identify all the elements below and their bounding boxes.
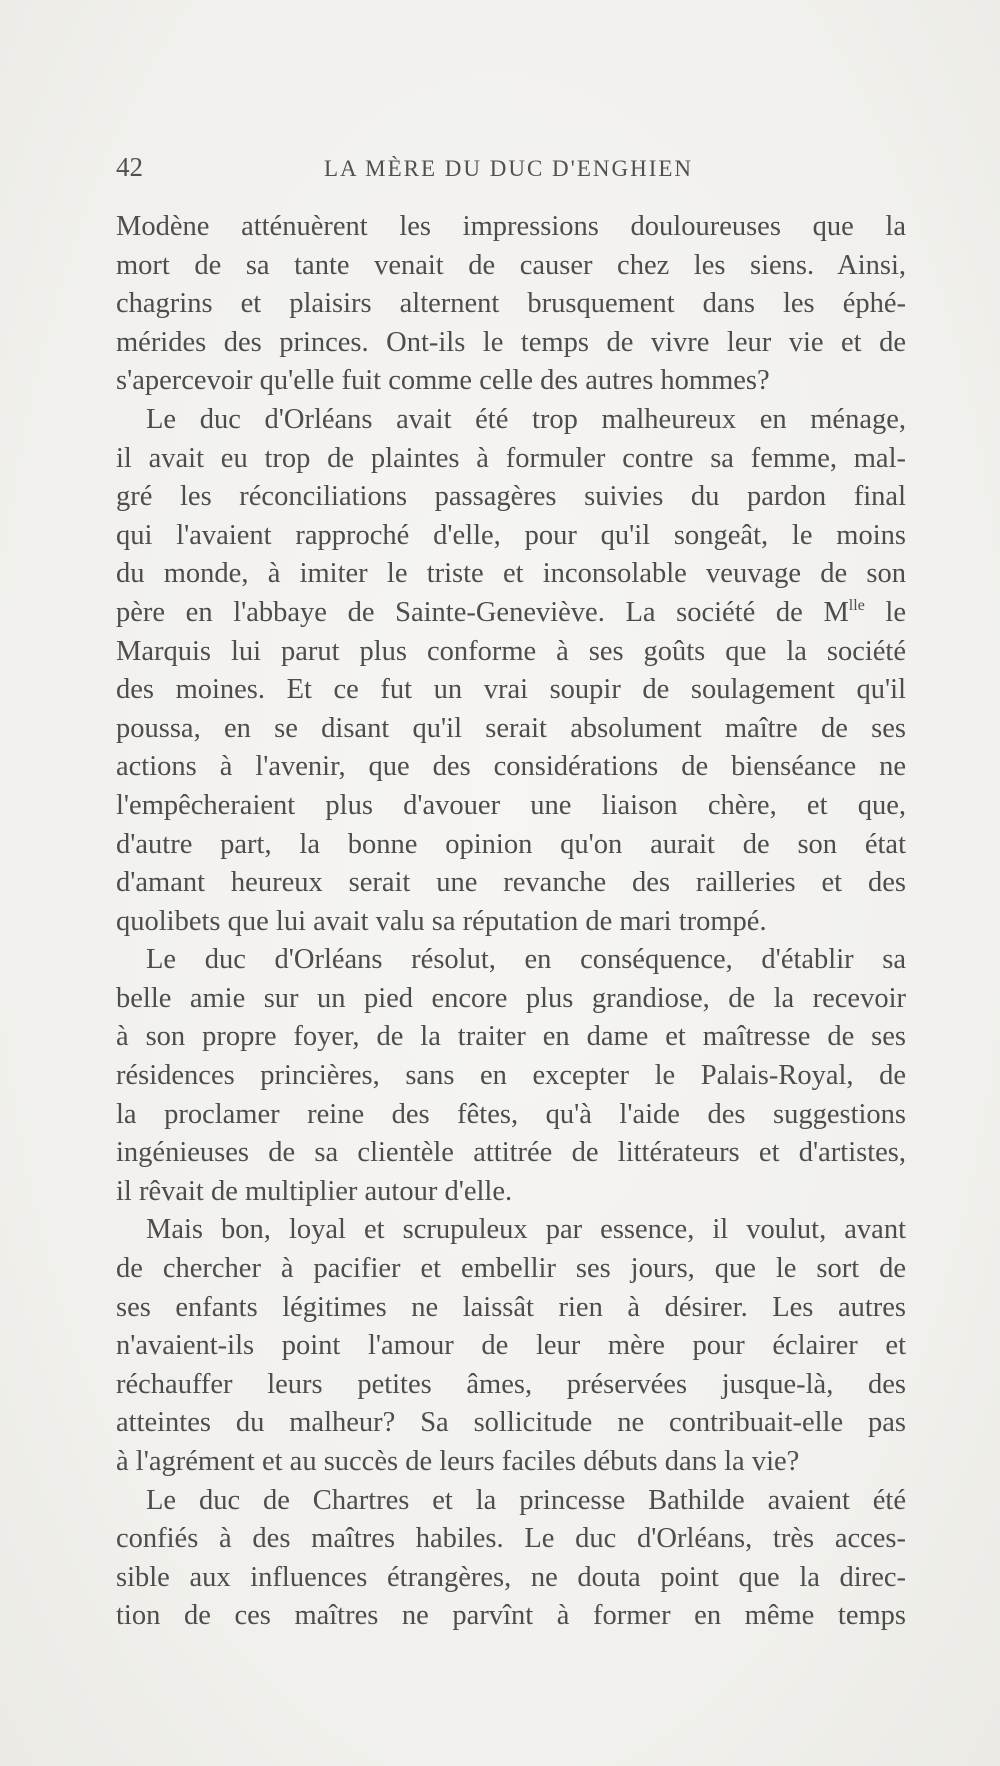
text-line: actions à l'avenir, que des considérations de bienséance ne <box>116 751 906 783</box>
text-line: belle amie sur un pied encore plus grandiose, de la recevoir <box>116 982 906 1014</box>
running-head <box>116 152 906 192</box>
text-line: de chercher à pacifier et embellir ses jours, que le sort de <box>116 1253 906 1285</box>
text-line: Marquis lui parut plus conforme à ses goûts que la société <box>116 635 906 667</box>
text-line: n'avaient-ils point l'amour de leur mère pour éclairer et <box>116 1330 906 1362</box>
text-line: des moines. Et ce fut un vrai soupir de soulagement qu'il <box>116 674 906 706</box>
text-line: d'amant heureux serait une revanche des railleries et des <box>116 867 906 899</box>
text-line: sible aux influences étrangères, ne douta point que la direc- <box>116 1561 906 1593</box>
text-line: ingénieuses de sa clientèle attitrée de littérateurs et d'artistes, <box>116 1137 906 1169</box>
text-line: Mais bon, loyal et scrupuleux par essence, il voulut, avant <box>146 1214 906 1246</box>
text-line-with-superscript <box>116 594 906 633</box>
text-line: ses enfants légitimes ne laissât rien à désirer. Les autres <box>116 1291 906 1323</box>
superscript-abbreviation: lle <box>848 596 865 614</box>
text-line: d'autre part, la bonne opinion qu'on aurait de son état <box>116 828 906 860</box>
text-line: l'empêcheraient plus d'avouer une liaison chère, et que, <box>116 789 906 821</box>
text-line: confiés à des maîtres habiles. Le duc d'Orléans, très acces- <box>116 1523 906 1555</box>
text-line: il avait eu trop de plaintes à formuler contre sa femme, mal- <box>116 442 906 474</box>
text-line: s'apercevoir qu'elle fuit comme celle des autres hommes? <box>116 365 770 397</box>
text-line: à son propre foyer, de la traiter en dame et maîtresse de ses <box>116 1021 906 1053</box>
text-line: il rêvait de multiplier autour d'elle. <box>116 1175 513 1207</box>
text-line: du monde, à imiter le triste et inconsolable veuvage de son <box>116 558 906 590</box>
text-segment: père en l'abbaye de Sainte-Geneviève. La société de M <box>116 596 849 628</box>
text-line: la proclamer reine des fêtes, qu'à l'aide des suggestions <box>116 1098 906 1130</box>
text-line: Le duc de Chartres et la princesse Bathilde avaient été <box>146 1484 906 1516</box>
running-title: LA MÈRE DU DUC D'ENGHIEN <box>324 156 694 181</box>
text-segment: le <box>864 596 906 628</box>
text-line: réchauffer leurs petites âmes, préservées jusque-là, des <box>116 1368 906 1400</box>
text-line: poussa, en se disant qu'il serait absolument maître de ses <box>116 712 906 744</box>
text-line: chagrins et plaisirs alternent brusquement dans les éphé- <box>116 288 906 320</box>
text-line: Le duc d'Orléans avait été trop malheureux en ménage, <box>146 403 906 435</box>
text-line: résidences princières, sans en excepter le Palais-Royal, de <box>116 1060 906 1092</box>
text-line: qui l'avaient rapproché d'elle, pour qu'il songeât, le moins <box>116 519 906 551</box>
text-line: gré les réconciliations passagères suivies du pardon final <box>116 481 906 513</box>
body-text <box>116 208 906 1636</box>
text-line: atteintes du malheur? Sa sollicitude ne contribuait-elle pas <box>116 1407 906 1439</box>
page-number: 42 <box>116 152 143 182</box>
text-line: mort de sa tante venait de causer chez les siens. Ainsi, <box>116 249 906 281</box>
text-line: mérides des princes. Ont-ils le temps de vivre leur vie et de <box>116 326 906 358</box>
text-line: tion de ces maîtres ne parvînt à former en même temps <box>116 1600 906 1632</box>
text-line: Le duc d'Orléans résolut, en conséquence, d'établir sa <box>146 944 906 976</box>
text-line: quolibets que lui avait valu sa réputation de mari trompé. <box>116 905 767 937</box>
text-line: à l'agrément et au succès de leurs faciles débuts dans la vie? <box>116 1446 800 1477</box>
text-line: Modène atténuèrent les impressions douloureuses que la <box>116 211 906 242</box>
